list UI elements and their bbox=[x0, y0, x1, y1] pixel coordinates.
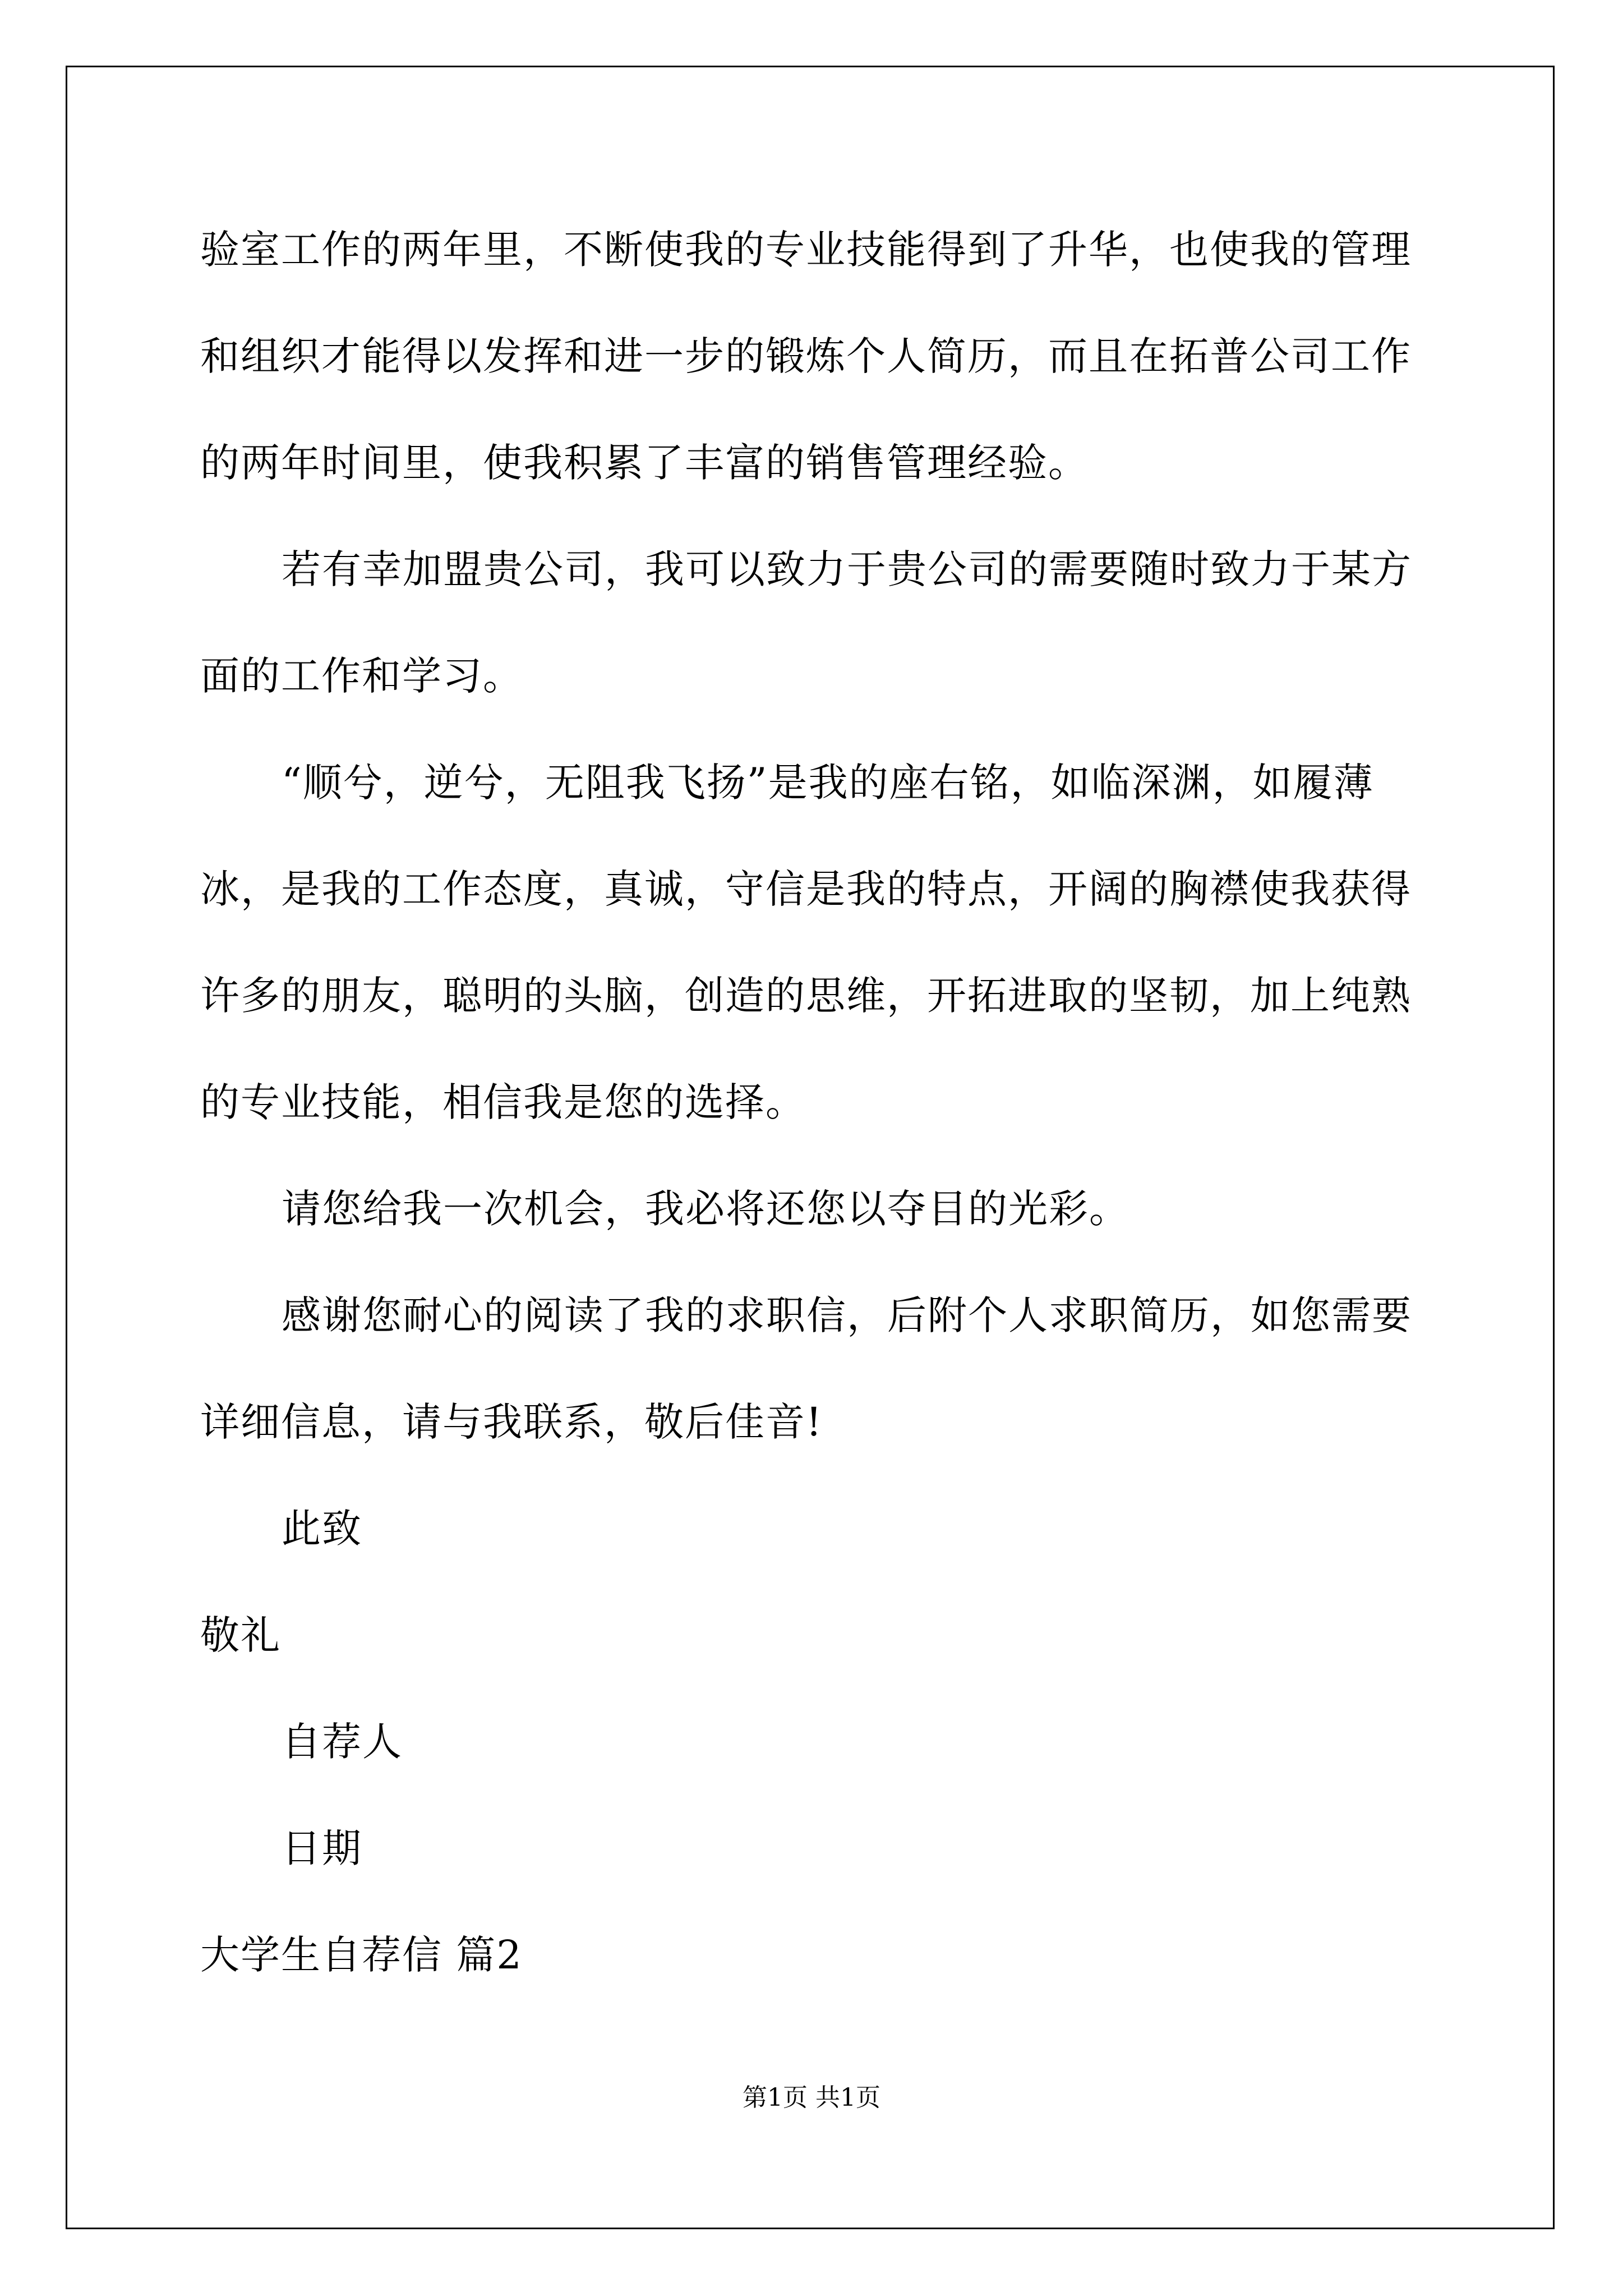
text-line: 敬礼 bbox=[200, 1612, 281, 1658]
text-line: 冰，是我的工作态度，真诚，守信是我的特点，开阔的胸襟使我获得 bbox=[200, 866, 1412, 912]
text-line: 感谢您耐心的阅读了我的求职信，后附个人求职简历，如您需要 bbox=[282, 1292, 1412, 1338]
page-border bbox=[66, 66, 1555, 2229]
page-footer: 第1页 共1页 bbox=[743, 2083, 880, 2112]
text-line: 的专业技能，相信我是您的选择。 bbox=[200, 1079, 806, 1125]
text-line: 面的工作和学习。 bbox=[200, 653, 523, 699]
text-line: 和组织才能得以发挥和进一步的锻炼个人简历，而且在拓普公司工作 bbox=[200, 333, 1412, 379]
text-line: 的两年时间里，使我积累了丰富的销售管理经验。 bbox=[200, 440, 1089, 486]
text-line: 此致 bbox=[282, 1506, 362, 1552]
text-line: 验室工作的两年里，不断使我的专业技能得到了升华，也使我的管理 bbox=[200, 227, 1412, 273]
text-line: 日期 bbox=[282, 1825, 362, 1871]
section-heading: 大学生自荐信 篇2 bbox=[200, 1932, 523, 1978]
text-line: 请您给我一次机会，我必将还您以夺目的光彩。 bbox=[282, 1186, 1129, 1232]
text-line: “顺兮，逆兮，无阻我飞扬”是我的座右铭，如临深渊，如履薄 bbox=[282, 760, 1374, 806]
text-line: 详细信息，请与我联系，敬后佳音! bbox=[200, 1399, 823, 1445]
text-line: 若有幸加盟贵公司，我可以致力于贵公司的需要随时致力于某方 bbox=[282, 546, 1412, 592]
text-line: 自荐人 bbox=[282, 1719, 403, 1765]
text-line: 许多的朋友，聪明的头脑，创造的思维，开拓进取的坚韧，加上纯熟 bbox=[200, 973, 1412, 1019]
